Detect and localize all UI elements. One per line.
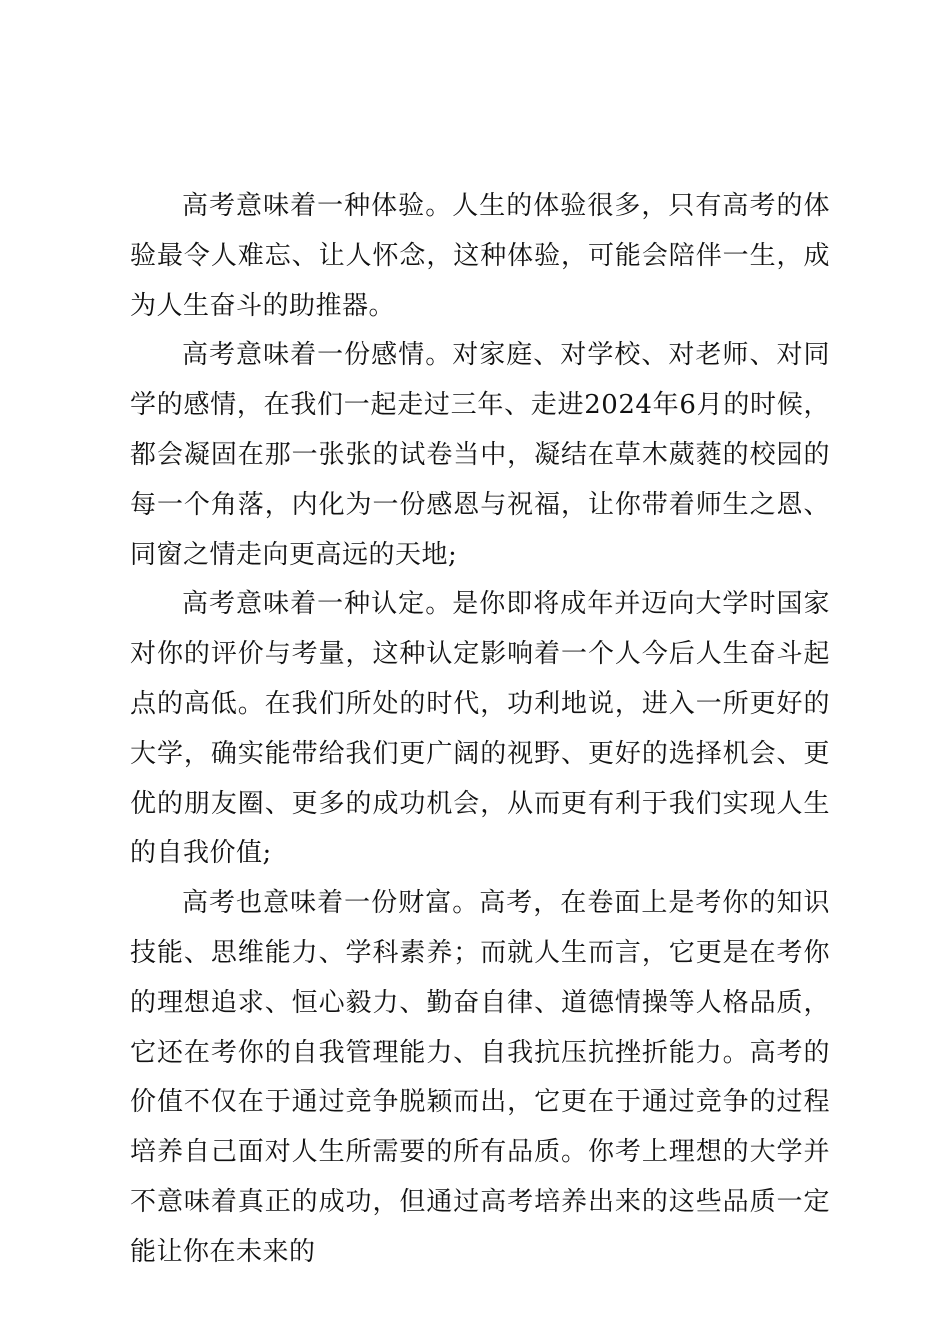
paragraph-experience: 高考意味着一种体验。人生的体验很多，只有高考的体验最令人难忘、让人怀念，这种体验，可能会陪伴一生，成为人生奋斗的助推器。 xyxy=(130,191,830,321)
paragraph-recognition: 高考意味着一种认定。是你即将成年并迈向大学时国家对你的评价与考量，这种认定影响着一个人今后人生奋斗起点的高低。在我们所处的时代，功利地说，进入一所更好的大学，确实能带给我们更广阔的视野、更好的选择机会、更优的朋友圈、更多的成功机会，从而更有利于我们实现人生的自我价值; xyxy=(130,589,830,869)
paragraph-wealth: 高考也意味着一份财富。高考，在卷面上是考你的知识技能、思维能力、学科素养；而就人生而言，它更是在考你的理想追求、恒心毅力、勤奋自律、道德情操等人格品质，它还在考你的自我管理能力、自我抗压抗挫折能力。高考的价值不仅在于通过竞争脱颖而出，它更在于通过竞争的过程培养自己面对人生所需要的所有品质。你考上理想的大学并不意味着真正的成功，但通过高考培养出来的这些品质一定能让你在未来的 xyxy=(130,888,830,1267)
paragraph-emotion: 高考意味着一份感情。对家庭、对学校、对老师、对同学的感情，在我们一起走过三年、走进2024年6月的时候，都会凝固在那一张张的试卷当中，凝结在草木葳蕤的校园的每一个角落，内化为一份感恩与祝福，让你带着师生之恩、同窗之情走向更高远的天地; xyxy=(130,340,830,570)
document-body xyxy=(130,182,830,1278)
